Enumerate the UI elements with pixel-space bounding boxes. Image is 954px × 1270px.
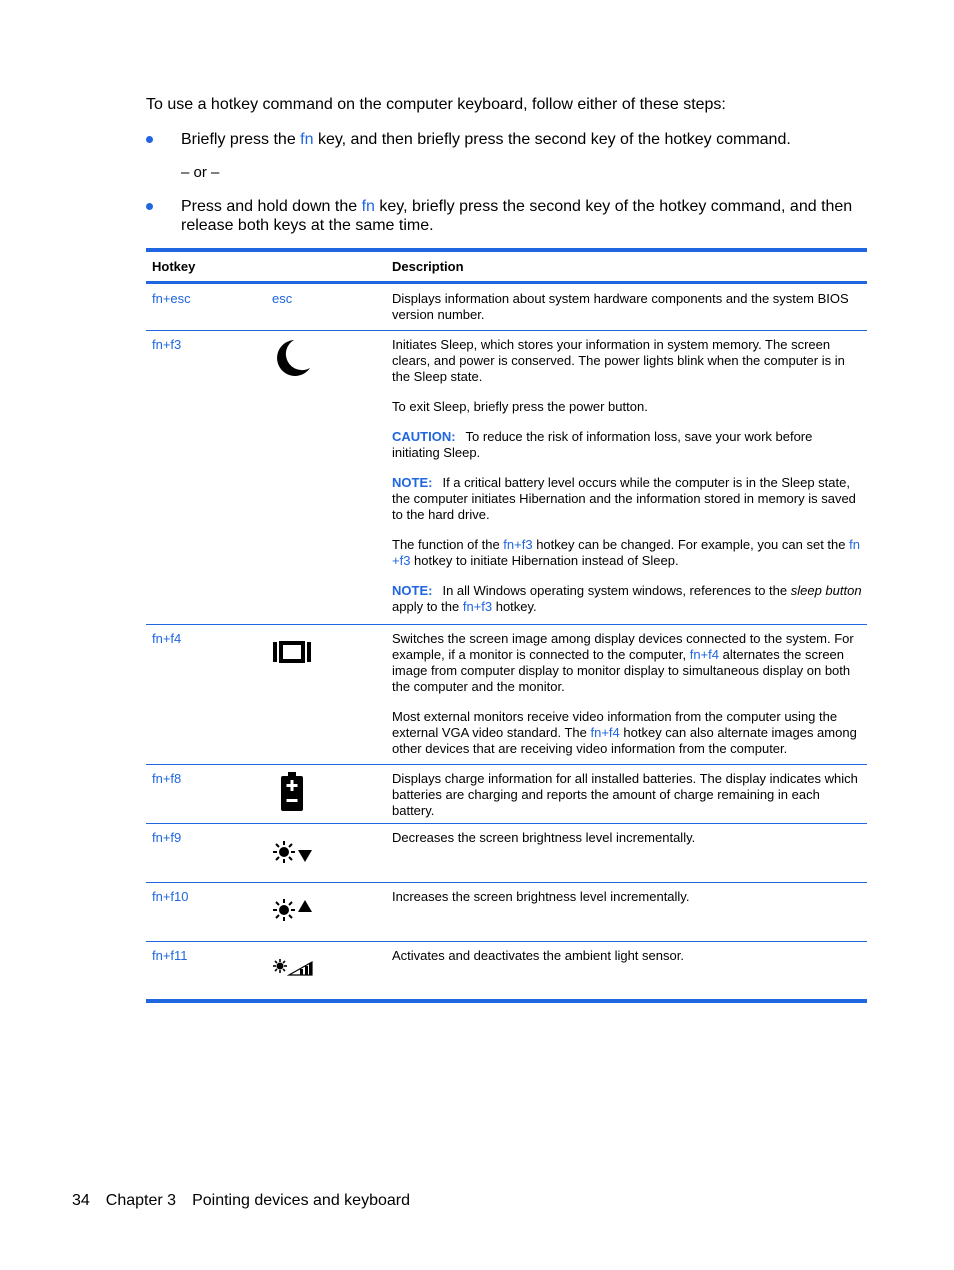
brightness-up-icon <box>272 898 314 927</box>
row-divider <box>146 330 867 331</box>
fn-key-ref: fn <box>361 198 375 215</box>
key-label-esc: esc <box>272 291 293 306</box>
brightness-down-icon <box>272 840 314 869</box>
note-critical-battery: NOTE: If a critical battery level occurs while the computer is in the Sleep state, the computer initiates Hibernation and the information stored in memory is saved to the hard drive. <box>392 475 856 522</box>
caution-note: CAUTION: To reduce the risk of information loss, save your work before initiating Sleep. <box>392 429 813 460</box>
hotkey-fn-f3: fn+f3 <box>152 337 182 352</box>
description-fn-f10: Increases the screen brightness level incrementally. <box>392 889 690 904</box>
table-header-rule <box>146 281 867 284</box>
chapter-label: Chapter 3 <box>105 1192 177 1209</box>
bullet-dot <box>146 136 153 143</box>
moon-icon <box>276 338 314 383</box>
description-fn-f3: Initiates Sleep, which stores your information in system memory. The screen clears, and power is conserved. The power lights blink when the computer is in the Sleep state. To exit Sleep, briefly press the power button. CAUTION: To reduce the risk of information loss, save your work before initiating Sleep. NOTE: If a critical battery level occurs while the computer is in the Sleep state, the computer initiates Hibernation and the information stored in memory is saved to the hard drive. The function of the fn+f3 hotkey can be changed. For example, you can set the fn +f3 hotkey to initiate Hibernation instead of Sleep. NOTE: In all Windows operating system windows, references to the sleep button apply to the fn+f3 hotkey. <box>392 337 862 614</box>
battery-icon <box>280 772 304 817</box>
row-divider <box>146 823 867 824</box>
header-description: Description <box>392 259 464 274</box>
page-number: 34 <box>72 1192 90 1209</box>
hotkey-fn-f4: fn+f4 <box>152 631 182 646</box>
row-divider <box>146 941 867 942</box>
row-divider <box>146 764 867 765</box>
ambient-light-sensor-icon <box>272 958 314 983</box>
note-sleep-button: NOTE: In all Windows operating system windows, references to the sleep button apply to the fn+f3 hotkey. <box>392 583 862 614</box>
row-divider <box>146 624 867 625</box>
description-fn-f9: Decreases the screen brightness level incrementally. <box>392 830 696 845</box>
header-hotkey: Hotkey <box>152 259 196 274</box>
manual-page: To use a hotkey command on the computer keyboard, follow either of these steps: Briefly press the fn key, and then briefly press the second key of the hotkey command. – or – Press and hold down the fn key, briefly press the second key of the hotkey command, and then release both keys at the same time. Hotkey Description fn+esc esc Displays information about system hardware components and the system BIOS version number. fn+f3 Initiates Sleep, which stores your information in system memory. The screen clears, and power is conserved. The power lights blink when the computer is in the Sleep state. To exit Sleep, briefly press the power button. CAUTION: To reduce the risk of information loss, save your work before initiating Sleep. NOTE: If a critical battery level occurs while the computer is in the Sleep state, the computer initiates Hibernation and the information stored in memory is saved to the hard drive. The function of the fn+f3 hotkey can be changed. For example, you can set the fn +f3 hotkey to initiate Hibernation instead of Sleep. NOTE: In all Windows operating system windows, references to the sleep button apply to the fn+f3 hotkey. fn+f4 Switches the screen image among display devices connected to the system. For example, if a monitor is connected to the computer, fn+f4 alternates the screen image from computer display to monitor display to simultaneous display on both the computer and the monitor. Most external monitors receive video information from the computer using the external VGA video standard. The fn+f4 hotkey can also alternate images among other devices that are receiving video information from the computer. fn+f8 Displays charge information for all installed batteries. The display indicates which batteries are charging and reports the amount of charge remaining in each battery. fn+f9 Decreases the screen brightness level incrementally. fn+f10 Increases the screen brightness level incrementally. fn+f11 Activates and deactivates the ambient light sensor. 34 Chapter 3 Pointing devices and keyboard <box>0 0 954 1270</box>
hotkey-fn-f11: fn+f11 <box>152 948 188 963</box>
display-switch-icon <box>272 640 312 669</box>
row-divider <box>146 882 867 883</box>
fn-key-ref: fn <box>300 131 314 148</box>
description-fn-f11: Activates and deactivates the ambient light sensor. <box>392 948 684 963</box>
description-fn-esc: Displays information about system hardware components and the system BIOS version number. <box>392 291 849 322</box>
table-bottom-rule <box>146 999 867 1003</box>
hotkey-fn-f8: fn+f8 <box>152 771 182 786</box>
description-fn-f8: Displays charge information for all installed batteries. The display indicates which batteries are charging and reports the amount of charge remaining in each battery. <box>392 771 858 818</box>
table-top-rule <box>146 248 867 252</box>
page-footer <box>72 1192 426 1210</box>
intro-text: To use a hotkey command on the computer keyboard, follow either of these steps: <box>146 96 726 113</box>
chapter-title: Pointing devices and keyboard <box>192 1192 410 1209</box>
hotkey-fn-f10: fn+f10 <box>152 889 189 904</box>
description-fn-f4: Switches the screen image among display devices connected to the system. For example, if a monitor is connected to the computer, fn+f4 alternates the screen image from computer display to monitor display to simultaneous display on both the computer and the monitor. Most external monitors receive video information from the computer using the external VGA video standard. The fn+f4 hotkey can also alternate images among other devices that are receiving video information from the computer. <box>392 631 857 756</box>
hotkey-fn-esc: fn+esc <box>152 291 191 306</box>
bullet-dot <box>146 203 153 210</box>
or-separator: – or – <box>181 164 220 181</box>
hotkey-fn-f9: fn+f9 <box>152 830 182 845</box>
